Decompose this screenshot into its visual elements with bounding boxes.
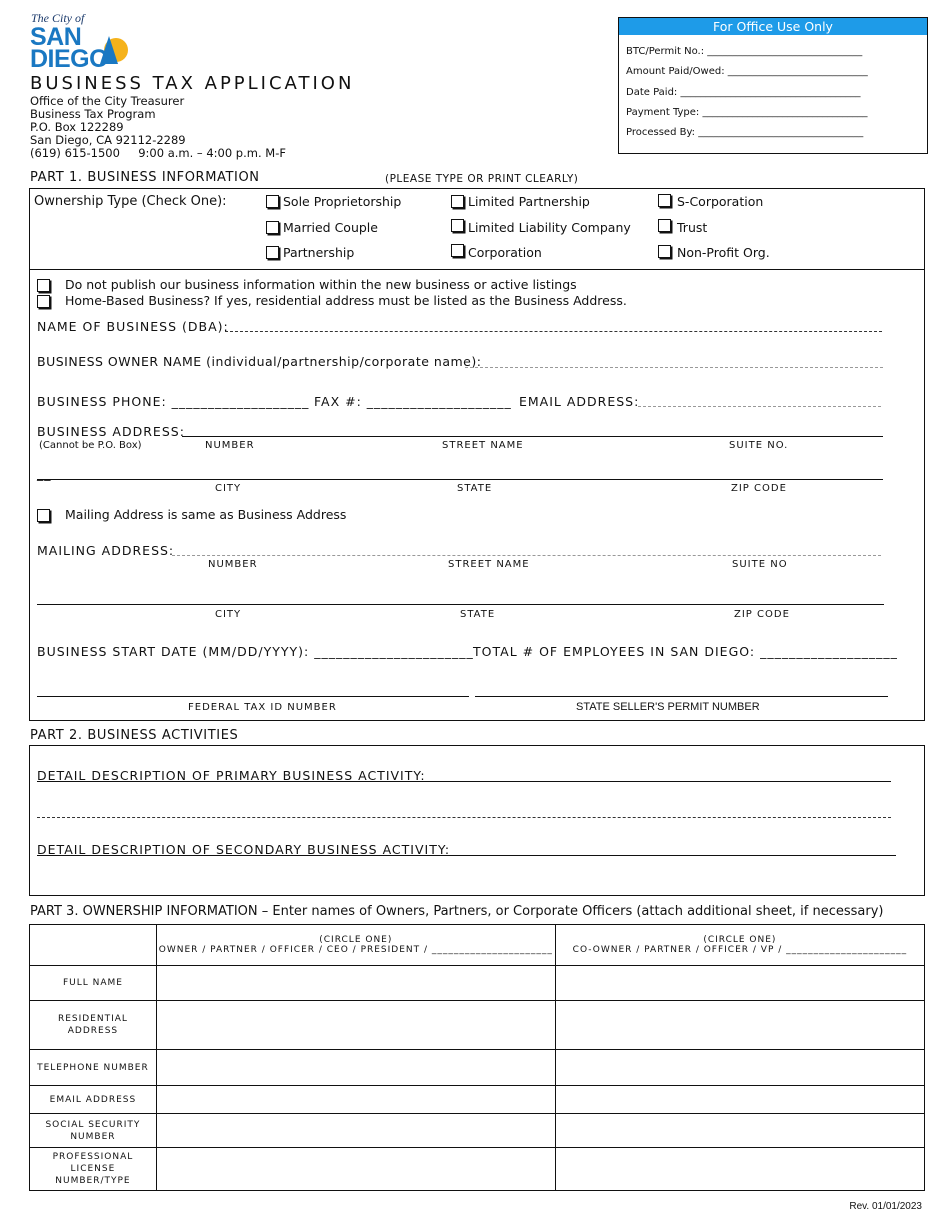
llc-checkbox[interactable]	[451, 219, 464, 232]
mailing-city-state-zip-field[interactable]	[37, 604, 884, 605]
table-row	[30, 1148, 925, 1191]
coowner-full-name-cell[interactable]	[555, 966, 924, 1001]
home-based-label: Home-Based Business? If yes, residential address must be listed as the Business Address.	[65, 293, 627, 308]
suite-caption: SUITE NO.	[729, 440, 789, 451]
corporation-label: Corporation	[468, 245, 542, 260]
circle-one-label: (CIRCLE ONE)	[319, 935, 393, 945]
no-publish-checkbox[interactable]	[37, 279, 50, 292]
fax-field[interactable]: FAX #: ____________________	[314, 394, 512, 409]
coowner-email-cell[interactable]	[555, 1086, 924, 1114]
mailing-suite-caption: SUITE NO	[732, 559, 788, 570]
partnership-checkbox[interactable]	[266, 246, 279, 259]
logo-san: SAN	[30, 23, 82, 51]
mailing-same-checkbox[interactable]	[37, 509, 50, 522]
owner-license-cell[interactable]	[156, 1148, 555, 1191]
part2-title: PART 2. BUSINESS ACTIVITIES	[30, 728, 239, 743]
mailing-address-field[interactable]	[172, 555, 881, 556]
non-profit-checkbox[interactable]	[658, 245, 671, 258]
owner-email-cell[interactable]	[156, 1086, 555, 1114]
mailing-address-label: MAILING ADDRESS:	[37, 543, 175, 558]
po-box-note: (Cannot be P.O. Box)	[39, 440, 142, 451]
owner-address-cell[interactable]	[156, 1001, 555, 1050]
office-use-box	[618, 17, 928, 154]
ownership-label: Ownership Type (Check One):	[34, 194, 227, 209]
federal-tax-id-caption: FEDERAL TAX ID NUMBER	[188, 702, 337, 713]
mailing-zip-caption: ZIP CODE	[734, 609, 790, 620]
secondary-activity-field[interactable]	[37, 855, 896, 856]
business-address-field[interactable]	[182, 436, 883, 437]
coowner-ssn-cell[interactable]	[555, 1114, 924, 1148]
mailing-state-caption: STATE	[460, 609, 496, 620]
coowner-license-cell[interactable]	[555, 1148, 924, 1191]
processed-by-field[interactable]: Processed By: _________________________________	[626, 127, 864, 138]
limited-partnership-label: Limited Partnership	[468, 194, 590, 209]
city-state-zip-field[interactable]	[37, 479, 883, 480]
s-corporation-label: S-Corporation	[677, 194, 764, 209]
logo-city-of: The City of	[31, 11, 85, 25]
table-header-blank	[30, 925, 157, 966]
date-paid-field[interactable]: Date Paid: ____________________________________	[626, 87, 861, 98]
row-label: EMAIL ADDRESS	[30, 1086, 157, 1114]
business-name-label: NAME OF BUSINESS (DBA):	[37, 319, 229, 334]
address-dash: __	[37, 466, 52, 481]
sole-proprietorship-label: Sole Proprietorship	[283, 194, 402, 209]
revision-date: Rev. 01/01/2023	[849, 1201, 922, 1212]
table-header-row	[30, 925, 925, 966]
logo-diego: DIEGO	[30, 45, 109, 73]
employees-field[interactable]: TOTAL # OF EMPLOYEES IN SAN DIEGO: ___________________	[473, 644, 898, 659]
row-label: FULL NAME	[30, 966, 157, 1001]
part3-title: PART 3. OWNERSHIP INFORMATION – Enter names of Owners, Partners, or Corporate Officers (attach additional sheet, if necessary)	[30, 904, 884, 919]
city-caption: CITY	[215, 483, 242, 494]
limited-partnership-checkbox[interactable]	[451, 195, 464, 208]
corporation-checkbox[interactable]	[451, 244, 464, 257]
state-caption: STATE	[457, 483, 493, 494]
sole-proprietorship-checkbox[interactable]	[266, 195, 279, 208]
trust-checkbox[interactable]	[658, 219, 671, 232]
street-caption: STREET NAME	[442, 440, 524, 451]
table-row	[30, 966, 925, 1001]
coowner-role-options: CO-OWNER / PARTNER / OFFICER / VP / ______________________	[572, 945, 908, 955]
llc-label: Limited Liability Company	[468, 220, 631, 235]
email-label: EMAIL ADDRESS:	[519, 394, 640, 409]
mailing-number-caption: NUMBER	[208, 559, 258, 570]
married-couple-checkbox[interactable]	[266, 221, 279, 234]
address-line: P.O. Box 122289	[30, 120, 124, 134]
owner-ssn-cell[interactable]	[156, 1114, 555, 1148]
address-line: San Diego, CA 92112-2289	[30, 133, 186, 147]
ownership-table	[29, 924, 925, 1191]
table-row	[30, 1050, 925, 1086]
row-label: RESIDENTIAL ADDRESS	[30, 1001, 157, 1050]
federal-tax-id-field[interactable]	[37, 696, 469, 697]
business-name-field[interactable]	[225, 331, 882, 332]
table-row	[30, 1114, 925, 1148]
office-use-title: For Office Use Only	[619, 18, 927, 35]
row-label: PROFESSIONAL LICENSE NUMBER/TYPE	[30, 1148, 157, 1191]
seller-permit-field[interactable]	[475, 696, 888, 697]
mailing-same-label: Mailing Address is same as Business Address	[65, 507, 347, 522]
table-row	[30, 1001, 925, 1050]
address-line: Business Tax Program	[30, 107, 156, 121]
owner-column-header[interactable]	[156, 925, 555, 966]
owner-full-name-cell[interactable]	[156, 966, 555, 1001]
coowner-address-cell[interactable]	[555, 1001, 924, 1050]
owner-name-field[interactable]	[465, 367, 883, 368]
s-corporation-checkbox[interactable]	[658, 194, 671, 207]
secondary-activity-label: DETAIL DESCRIPTION OF SECONDARY BUSINESS ACTIVITY:	[37, 842, 451, 857]
office-address	[30, 95, 286, 160]
row-label: TELEPHONE NUMBER	[30, 1050, 157, 1086]
primary-activity-field-2[interactable]	[37, 817, 891, 818]
circle-one-label: (CIRCLE ONE)	[703, 935, 777, 945]
married-couple-label: Married Couple	[283, 220, 378, 235]
page-title: BUSINESS TAX APPLICATION	[30, 73, 355, 94]
start-date-field[interactable]: BUSINESS START DATE (MM/DD/YYYY): ______________________	[37, 644, 474, 659]
coowner-column-header[interactable]	[555, 925, 924, 966]
primary-activity-field[interactable]	[37, 781, 891, 782]
mailing-city-caption: CITY	[215, 609, 242, 620]
zip-caption: ZIP CODE	[731, 483, 787, 494]
no-publish-label: Do not publish our business information within the new business or active listings	[65, 277, 577, 292]
business-address-label: BUSINESS ADDRESS:	[37, 424, 185, 439]
owner-role-options: OWNER / PARTNER / OFFICER / CEO / PRESIDENT / ______________________	[158, 945, 553, 955]
non-profit-label: Non-Profit Org.	[677, 245, 770, 260]
home-based-checkbox[interactable]	[37, 295, 50, 308]
amount-paid-field[interactable]: Amount Paid/Owed: ____________________________	[626, 66, 868, 77]
mailing-street-caption: STREET NAME	[448, 559, 530, 570]
part1-title: PART 1. BUSINESS INFORMATION	[30, 170, 260, 185]
primary-activity-label: DETAIL DESCRIPTION OF PRIMARY BUSINESS ACTIVITY:	[37, 768, 426, 783]
print-clearly-note: (PLEASE TYPE OR PRINT CLEARLY)	[385, 173, 579, 185]
owner-phone-cell[interactable]	[156, 1050, 555, 1086]
number-caption: NUMBER	[205, 440, 255, 451]
address-line: (619) 615-1500 9:00 a.m. – 4:00 p.m. M-F	[30, 146, 286, 160]
owner-name-label: BUSINESS OWNER NAME (individual/partnership/corporate name):	[37, 354, 482, 369]
partnership-label: Partnership	[283, 245, 355, 260]
coowner-phone-cell[interactable]	[555, 1050, 924, 1086]
seller-permit-caption: STATE SELLER'S PERMIT NUMBER	[576, 701, 760, 713]
address-line: Office of the City Treasurer	[30, 94, 185, 108]
email-field[interactable]	[638, 406, 881, 407]
payment-type-field[interactable]: Payment Type: _________________________________	[626, 107, 868, 118]
table-row	[30, 1086, 925, 1114]
btc-permit-field[interactable]: BTC/Permit No.: _______________________________	[626, 46, 863, 57]
business-phone-field[interactable]: BUSINESS PHONE: ___________________	[37, 394, 310, 409]
row-label: SOCIAL SECURITY NUMBER	[30, 1114, 157, 1148]
trust-label: Trust	[677, 220, 708, 235]
